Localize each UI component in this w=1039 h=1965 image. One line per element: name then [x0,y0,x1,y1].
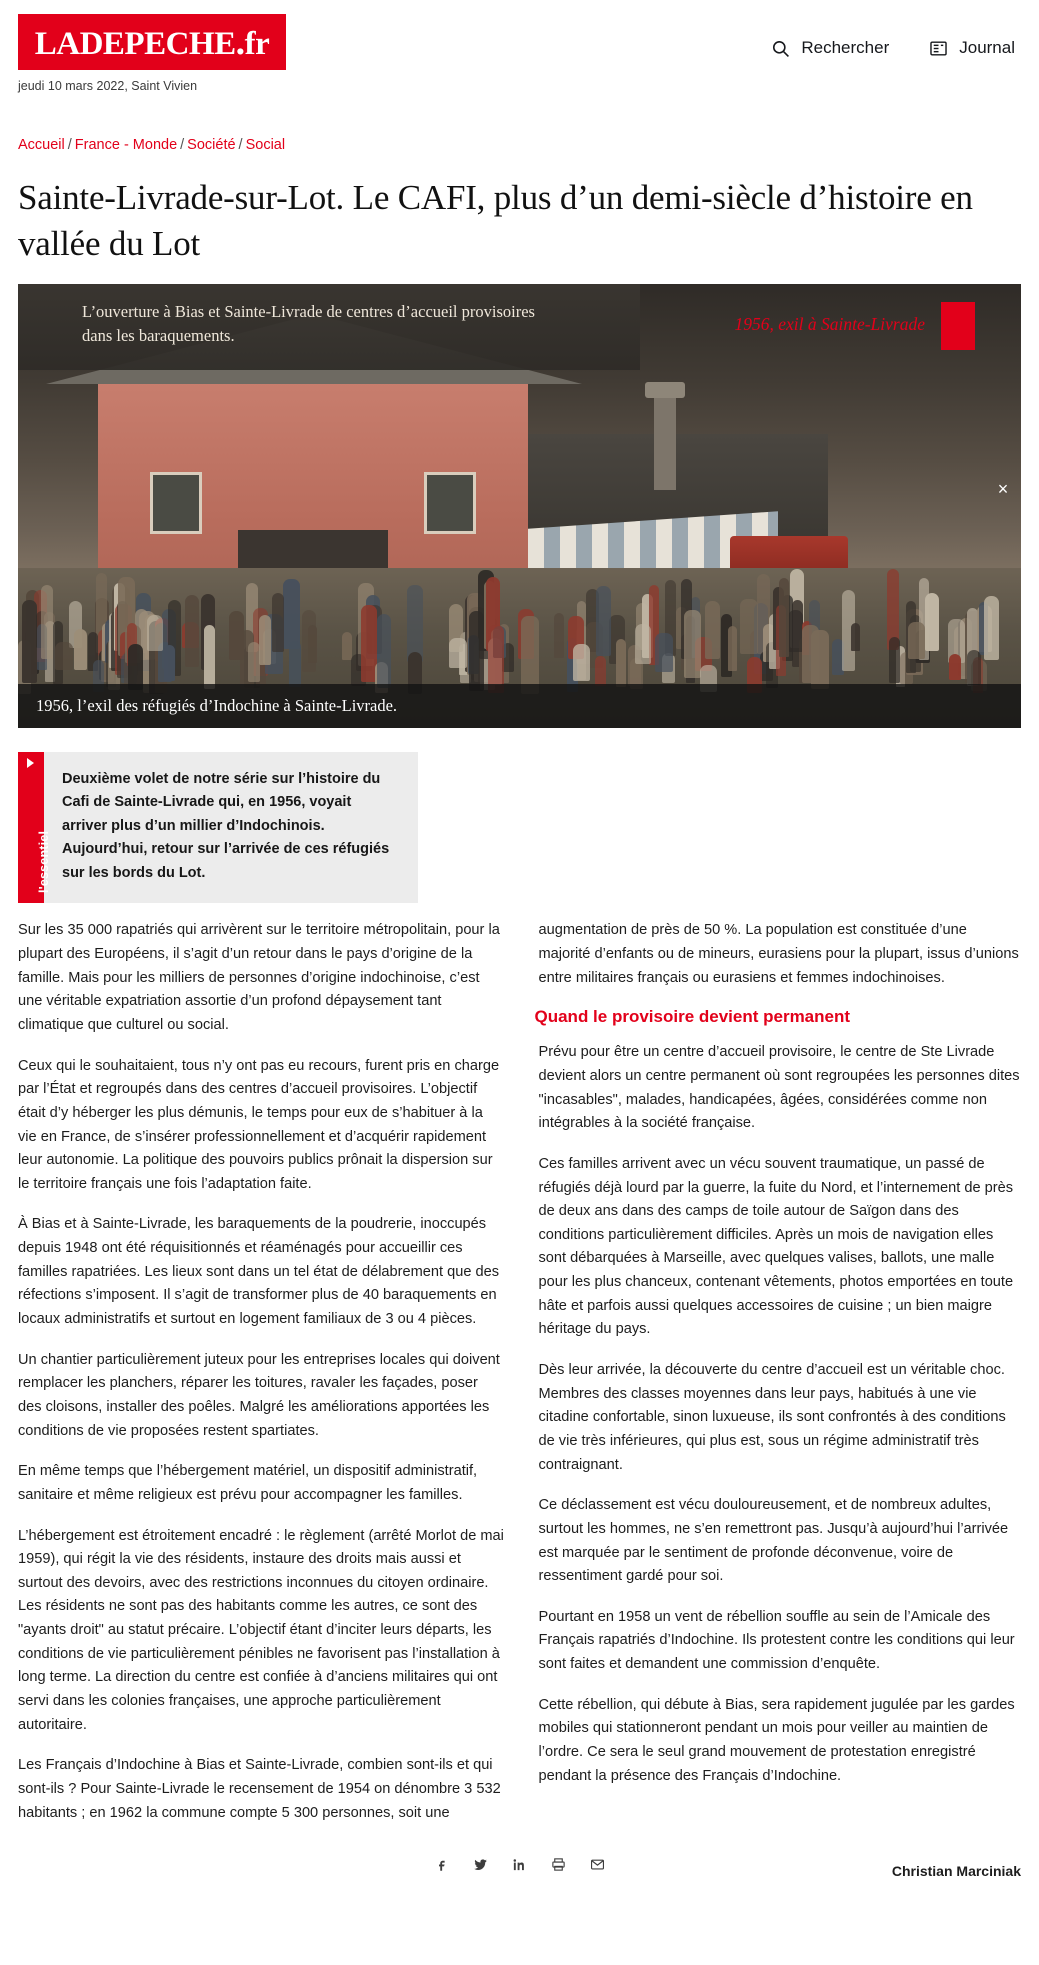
paragraph: En même temps que l’hébergement matériel, un dispositif administratif, sanitaire et même religieux est prévu pour accompagner les familles. [18,1463,478,1503]
photo-person [22,600,37,683]
photo-person [41,585,53,659]
breadcrumb-item-social[interactable]: Social [245,137,286,153]
breadcrumb [18,137,1021,153]
photo-person [283,579,300,649]
brand-block [18,14,286,93]
paragraph: Ces familles arrivent avec un vécu souvent traumatique, un passé de réfugiés déjà lourd par la guerre, la fuite du Nord, et l’internement de près de deux ans dans des camps de toile autour de Saïgon dans des conditions particulièrement difficiles. Après un mois de navigation elles sont débarquées à Marseille, avec quelques valises, ballots, une malle pour les plus chanceux, contenant vêtements, photos emportées en toute hâte et parfois aussi quelques accessoires de cuisine ; un bien maigre héritage du pays. [538,1155,1014,1338]
photo-person [595,656,606,686]
hero-image [18,284,1021,728]
current-date: jeudi 10 mars 2022, Saint Vivien [18,79,198,93]
header-actions [771,14,1021,58]
linkedin-icon[interactable] [511,1856,528,1873]
article-byline: Christian Marciniak [891,1863,1021,1880]
email-icon[interactable] [589,1856,606,1873]
page-title: Sainte-Livrade-sur-Lot. Le CAFI, plus d’un demi-siècle d’histoire en vallée du Lot [18,178,973,263]
photo-person [889,637,900,683]
paragraph: Dès leur arrivée, la découverte du centre d’accueil est un véritable choc. Membres des classes moyennes dans leur pays, habitués à une vie citadine confortable, sinon luxueuse, ils sont confrontés à des conditions de vie très inférieures, qui plus est, sous un régime administratif très contraignant. [538,1362,1006,1473]
paragraph: Pourtant en 1958 un vent de rébellion souffle au sein de l’Amicale des Français rapatriés d’Indochine. Ils protestent contre les conditions qui leur sont faites et demandent une commission d’enquête. [538,1608,1015,1673]
paragraph: Les Français d’Indochine à Bias et Sainte-Livrade, combien sont-ils et qui sont-ils ? Pour Sainte-Livrade le recensement de 1954 on dénombre 3 532 habitants ; en 1962 la commune compte 5 300 personnes, soit une [18,1757,501,1821]
photo-person [407,585,423,662]
photo-person [655,633,673,672]
photo-person [596,586,611,656]
photo-person [259,615,271,665]
photo-person [967,650,981,685]
photo-person [984,596,999,660]
photo-person [802,625,819,683]
breadcrumb-item-france-monde[interactable]: France - Monde [74,137,178,153]
photo-person [185,595,199,667]
paragraph: Un chantier particulièrement juteux pour les entreprises locales qui doivent remplacer les planchers, réparer les toitures, ravaler les façades, poser des cloisons, installer des poêles. Malgré les améliorations apportées les conditions de vie proposées restent spartiates. [18,1351,500,1439]
photo-person [308,625,317,663]
photo-tower [654,394,676,490]
photo-person [788,610,803,652]
article-wrapper [0,137,1039,1887]
breadcrumb-item-accueil[interactable]: Accueil [18,137,65,153]
article-footer [18,1852,1021,1887]
twitter-icon[interactable] [472,1856,489,1873]
photo-person [851,623,860,651]
article-column-right [535,919,1022,1842]
section-subheading: Quand le provisoire devient permanent [534,1007,851,1027]
photo-person [488,625,504,693]
search-icon [771,39,790,58]
essentiel-tab [18,752,51,903]
article-columns [18,919,1021,1852]
search-label: Rechercher [801,38,890,57]
essentiel-text: Deuxième volet de notre série sur l’histoire du Cafi de Sainte-Livrade qui, en 1956, voyait arriver plus d’un millier d’Indochinois. Aujourd’hui, retour sur l’arrivée de ces réfugiés sur les bords du Lot. [44,752,418,903]
hero-figure [18,284,1021,728]
photo-person [521,616,539,694]
newspaper-icon [929,39,948,58]
photo-window [150,472,202,534]
photo-person [164,645,175,681]
hero-caption: 1956, l’exil des réfugiés d’Indochine à Sainte-Livrade. [18,684,1021,728]
close-icon[interactable]: × [997,479,1009,499]
paragraph: Prévu pour être un centre d’accueil provisoire, le centre de Ste Livrade devient alors un centre permanent où sont regroupées les personnes dites "incasables", malades, handicapées, âgées, considérées comme non intégrables à la société française. [538,1044,1020,1132]
site-header [0,0,1039,93]
breadcrumb-item-societe[interactable]: Société [187,137,236,153]
photo-person [449,638,467,668]
photo-person [204,625,215,689]
photo-person [779,578,789,657]
logo-text: LADEPECHE.fr [34,21,270,63]
photo-person [740,599,758,654]
photo-person [55,642,73,670]
photo-person [635,624,651,664]
photo-person [554,613,564,658]
photo-window [424,472,476,534]
breadcrumb-sep: / [67,137,72,153]
paragraph: L’hébergement est étroitement encadré : le règlement (arrêté Morlot de mai 1959), qui régit la vie des résidents, instaure des droits mais aussi et surtout des devoirs, avec des restrictions inconnues du citoyen ordinaire. Les résidents ne sont pas des habitants comme les autres, ce sont des "ayants droit" au statut précaire. L’objectif étant d’inciter leurs départs, les conditions de vie particulièrement pénibles ne favorisent pas l’installation à long terme. La direction du centre est confiée à d’anciens militaires qui ont servi dans les colonies françaises, une approche particulièrement autoritaire. [18,1527,504,1733]
photo-person [342,632,352,660]
breadcrumb-sep: / [180,137,185,153]
photo-person [573,644,590,681]
triangle-icon [27,758,34,768]
photo-overlay-title: 1956, exil à Sainte-Livrade [734,314,925,334]
photo-person [949,654,961,680]
photo-person [925,593,939,651]
paragraph: Cette rébellion, qui débute à Bias, sera rapidement jugulée par les gardes mobiles qui stationneront pendant un mois pour veiller au maintien de l’ordre. Ce sera le seul grand mouvement de protestation enregistré pendant la présence des Français d’Indochine. [538,1696,1015,1784]
photo-person [705,601,720,659]
site-logo[interactable] [18,14,286,70]
paragraph: Sur les 35 000 rapatriés qui arrivèrent sur le territoire métropolitain, pour la plupart des Européens, il s’agit d’un retour dans le pays d’origine de la famille. Mais pour les milliers de personnes d’origine indochinoise, c’est une véritable expatriation assortie d’un profond dépaysement tant climatique que culturel ou social. [18,922,500,1033]
paragraph: Ceux qui le souhaitaient, tous n’y ont pas eu recours, furent pris en charge par l’État et regroupés dans des centres d’accueil provisoires. L’objectif était d’y héberger les plus démunis, le temps pour eux de s’habituer à la vie en France, de s’insérer professionnellement et d’acquérir rapidement leur autonomie. La politique des pouvoirs publics prônait la dispersion sur le territoire français une fois l’adaptation faite. [18,1057,500,1192]
journal-button[interactable] [929,38,1015,58]
essentiel-tab-label: l'essentiel [37,831,51,894]
paragraph: Ce déclassement est vécu douloureusement, et de nombreux adultes, surtout les hommes, ne s’en remettront pas. Jusqu’à aujourd’hui l’arrivée est marquée par le sentiment de profonde déconvenue, voire de ressentiment gardé pour soi. [538,1497,1009,1585]
photo-person [684,610,701,678]
photo-person [469,611,484,691]
photo-person [74,629,87,670]
photo-banner-text: L’ouverture à Bias et Sainte-Livrade de centres d’accueil provisoires dans les baraquements. [82,302,535,345]
article-column-left [18,919,505,1842]
paragraph: augmentation de près de 50 %. La population est constituée d’une majorité d’enfants ou de mineurs, eurasiens pour la plupart, issus d’unions entre militaires français ou eurasiens et femmes indochinoises. [538,922,1019,986]
photo-person [377,614,391,688]
photo-person [289,641,301,687]
paragraph: À Bias et à Sainte-Livrade, les baraquements de la poudrerie, inoccupés depuis 1948 ont été réquisitionnés et réaménagés pour accueillir ces familles rapatriées. Les lieux sont dans un tel état de délabrement que des réfections s’imposent. Il s’agit de transformer plus de 40 baraquements en locaux administratifs et surtout en logement familiaux de 3 ou 4 pièces. [18,1216,500,1328]
photo-crowd [18,544,1021,694]
photo-person [908,622,925,659]
essentiel-box [18,752,418,903]
facebook-icon[interactable] [433,1856,450,1873]
photo-person [616,639,626,687]
photo-person [272,593,284,652]
photo-person [728,626,737,671]
journal-label: Journal [959,38,1015,57]
print-icon[interactable] [550,1856,567,1873]
photo-person [147,615,163,651]
breadcrumb-sep: / [238,137,243,153]
search-button[interactable] [771,38,889,58]
photo-red-box [941,302,975,350]
